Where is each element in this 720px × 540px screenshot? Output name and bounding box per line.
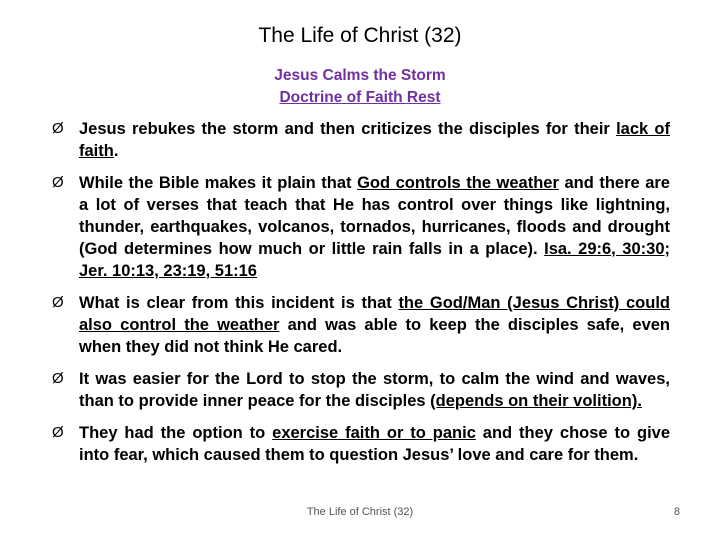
slide-subtitle-doctrine: Doctrine of Faith Rest	[279, 89, 441, 106]
bullet-text: While the Bible makes it plain that	[79, 174, 358, 192]
slide-footer: The Life of Christ (32)	[306, 506, 414, 518]
bullet-text: and was able to keep the disciples safe, even when they did not think He cared.	[79, 316, 670, 356]
bullet-emphasis: God controls the weather	[357, 174, 559, 192]
arrow-bullet-icon: Ø	[52, 174, 64, 191]
arrow-bullet-icon: Ø	[52, 424, 64, 441]
bullet-emphasis: the God/Man (Jesus Christ) could also control the weather	[79, 294, 670, 334]
bullet-text: and they chose to give into fear, which caused them to question Jesus’ love and care for them.	[79, 424, 671, 464]
page-number: 8	[673, 506, 680, 518]
arrow-bullet-icon: Ø	[52, 120, 64, 137]
slide-subtitle: Jesus Calms the Storm	[274, 67, 446, 84]
bullet-item	[52, 292, 670, 358]
bullet-item	[52, 422, 670, 466]
slide-title: The Life of Christ (32)	[258, 24, 462, 47]
bullet-text: .	[113, 142, 119, 160]
bullet-item	[52, 172, 670, 282]
bullet-text: They had the option to	[79, 424, 273, 442]
bullet-emphasis: lack of faith	[79, 120, 670, 160]
scripture-reference: Isa. 29:6, 30:30; Jer. 10:13, 23:19, 51:16	[79, 240, 670, 280]
bullet-text: Jesus rebukes the storm and then criticizes the disciples for their	[79, 120, 617, 138]
bullet-emphasis: exercise faith or to panic	[272, 424, 476, 442]
arrow-bullet-icon: Ø	[52, 370, 64, 387]
bullet-item	[52, 368, 670, 412]
bullet-list	[52, 118, 670, 476]
bullet-text: It was easier for the Lord to stop the storm, to calm the wind and waves, than to provide inner peace for the disciples	[79, 370, 670, 410]
bullet-text: and there are a lot of verses that teach that He has control over things like lightning, thunder, earthquakes, volcanos, tornados, hurricanes, floods and drought (God determines how much or little rain falls in a place).	[79, 174, 670, 258]
arrow-bullet-icon: Ø	[52, 294, 64, 311]
bullet-item	[52, 118, 670, 162]
bullet-emphasis: (depends on their volition).	[430, 392, 642, 410]
bullet-text: What is clear from this incident is that	[79, 294, 399, 312]
